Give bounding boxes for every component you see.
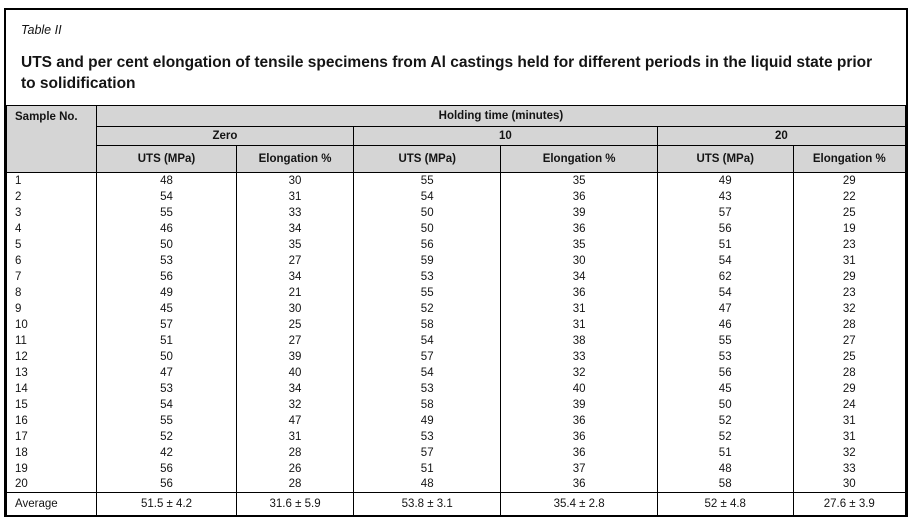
value-cell: 31 (793, 253, 905, 269)
sample-number: 16 (7, 413, 97, 429)
value-cell: 62 (657, 269, 793, 285)
sample-no-header: Sample No. (7, 106, 97, 173)
sample-number: 19 (7, 461, 97, 477)
average-cell-20-uts: 52 ± 4.8 (657, 493, 793, 515)
value-cell: 39 (501, 205, 657, 221)
value-cell: 50 (353, 221, 500, 237)
value-cell: 50 (96, 237, 236, 253)
value-cell: 54 (353, 365, 500, 381)
value-cell: 39 (237, 349, 354, 365)
average-row (7, 493, 906, 515)
value-cell: 29 (793, 173, 905, 189)
value-cell: 54 (657, 253, 793, 269)
table-row (7, 189, 906, 205)
value-cell: 35 (501, 237, 657, 253)
value-cell: 53 (353, 381, 500, 397)
elongation-header-10: Elongation % (501, 146, 657, 173)
value-cell: 36 (501, 429, 657, 445)
table-row (7, 205, 906, 221)
sample-number: 9 (7, 301, 97, 317)
sample-number: 20 (7, 477, 97, 493)
value-cell: 31 (793, 429, 905, 445)
value-cell: 33 (237, 205, 354, 221)
value-cell: 58 (353, 317, 500, 333)
value-cell: 56 (657, 221, 793, 237)
average-cell-zero-uts: 51.5 ± 4.2 (96, 493, 236, 515)
table-row (7, 349, 906, 365)
value-cell: 59 (353, 253, 500, 269)
table-row (7, 173, 906, 189)
value-cell: 28 (793, 365, 905, 381)
value-cell: 54 (353, 333, 500, 349)
value-cell: 56 (353, 237, 500, 253)
value-cell: 51 (657, 237, 793, 253)
sample-number: 15 (7, 397, 97, 413)
table-row (7, 445, 906, 461)
table-header (7, 106, 906, 173)
value-cell: 32 (793, 301, 905, 317)
value-cell: 52 (96, 429, 236, 445)
elongation-header-20: Elongation % (793, 146, 905, 173)
value-cell: 54 (657, 285, 793, 301)
value-cell: 34 (501, 269, 657, 285)
value-cell: 36 (501, 477, 657, 493)
table-row (7, 365, 906, 381)
value-cell: 54 (96, 189, 236, 205)
value-cell: 53 (96, 381, 236, 397)
value-cell: 36 (501, 285, 657, 301)
value-cell: 48 (657, 461, 793, 477)
value-cell: 34 (237, 221, 354, 237)
value-cell: 23 (793, 237, 905, 253)
value-cell: 27 (237, 253, 354, 269)
sample-number: 18 (7, 445, 97, 461)
average-cell-10-elongation: 35.4 ± 2.8 (501, 493, 657, 515)
value-cell: 27 (237, 333, 354, 349)
header-row-times (7, 127, 906, 146)
table-title: UTS and per cent elongation of tensile specimens from Al castings held for different periods in the liquid state prior to solidification (21, 54, 873, 92)
sample-number: 10 (7, 317, 97, 333)
sample-number: 3 (7, 205, 97, 221)
sample-number: 11 (7, 333, 97, 349)
table-row (7, 317, 906, 333)
value-cell: 42 (96, 445, 236, 461)
value-cell: 57 (353, 445, 500, 461)
value-cell: 24 (793, 397, 905, 413)
value-cell: 49 (657, 173, 793, 189)
value-cell: 39 (501, 397, 657, 413)
table-body (7, 173, 906, 493)
value-cell: 53 (353, 429, 500, 445)
value-cell: 48 (353, 477, 500, 493)
value-cell: 30 (793, 477, 905, 493)
table-row (7, 237, 906, 253)
value-cell: 36 (501, 445, 657, 461)
table-row (7, 413, 906, 429)
value-cell: 22 (793, 189, 905, 205)
data-table (6, 105, 906, 515)
value-cell: 58 (353, 397, 500, 413)
sample-number: 4 (7, 221, 97, 237)
uts-header-20: UTS (MPa) (657, 146, 793, 173)
sample-number: 2 (7, 189, 97, 205)
value-cell: 31 (793, 413, 905, 429)
value-cell: 58 (657, 477, 793, 493)
value-cell: 30 (237, 301, 354, 317)
value-cell: 55 (96, 413, 236, 429)
title-block (6, 10, 906, 105)
sample-number: 13 (7, 365, 97, 381)
uts-header-zero: UTS (MPa) (96, 146, 236, 173)
table-row (7, 269, 906, 285)
value-cell: 51 (353, 461, 500, 477)
sample-number: 5 (7, 237, 97, 253)
time-group-20: 20 (657, 127, 905, 146)
value-cell: 30 (237, 173, 354, 189)
value-cell: 57 (353, 349, 500, 365)
value-cell: 51 (657, 445, 793, 461)
value-cell: 55 (657, 333, 793, 349)
table-row (7, 333, 906, 349)
value-cell: 40 (501, 381, 657, 397)
value-cell: 28 (237, 445, 354, 461)
value-cell: 30 (501, 253, 657, 269)
value-cell: 29 (793, 269, 905, 285)
value-cell: 50 (353, 205, 500, 221)
value-cell: 36 (501, 189, 657, 205)
table-row (7, 285, 906, 301)
value-cell: 54 (96, 397, 236, 413)
value-cell: 56 (657, 365, 793, 381)
value-cell: 52 (657, 429, 793, 445)
sample-number: 17 (7, 429, 97, 445)
value-cell: 46 (96, 221, 236, 237)
sample-number: 1 (7, 173, 97, 189)
table-row (7, 221, 906, 237)
value-cell: 29 (793, 381, 905, 397)
value-cell: 32 (793, 445, 905, 461)
value-cell: 56 (96, 461, 236, 477)
value-cell: 47 (237, 413, 354, 429)
value-cell: 35 (501, 173, 657, 189)
header-row-measures (7, 146, 906, 173)
value-cell: 31 (237, 429, 354, 445)
table-row (7, 301, 906, 317)
value-cell: 25 (793, 205, 905, 221)
value-cell: 50 (657, 397, 793, 413)
sample-number: 8 (7, 285, 97, 301)
table-row (7, 397, 906, 413)
uts-header-10: UTS (MPa) (353, 146, 500, 173)
value-cell: 38 (501, 333, 657, 349)
value-cell: 21 (237, 285, 354, 301)
value-cell: 52 (353, 301, 500, 317)
value-cell: 51 (96, 333, 236, 349)
value-cell: 26 (237, 461, 354, 477)
sample-number: 12 (7, 349, 97, 365)
value-cell: 34 (237, 381, 354, 397)
value-cell: 47 (96, 365, 236, 381)
value-cell: 33 (501, 349, 657, 365)
value-cell: 55 (353, 285, 500, 301)
value-cell: 36 (501, 413, 657, 429)
value-cell: 31 (237, 189, 354, 205)
sample-number: 7 (7, 269, 97, 285)
value-cell: 37 (501, 461, 657, 477)
sample-number: 14 (7, 381, 97, 397)
value-cell: 32 (237, 397, 354, 413)
holding-time-header: Holding time (minutes) (96, 106, 905, 127)
value-cell: 55 (353, 173, 500, 189)
time-group-10: 10 (353, 127, 657, 146)
value-cell: 23 (793, 285, 905, 301)
value-cell: 45 (657, 381, 793, 397)
value-cell: 43 (657, 189, 793, 205)
value-cell: 35 (237, 237, 354, 253)
average-label: Average (7, 493, 97, 515)
header-row-group (7, 106, 906, 127)
value-cell: 36 (501, 221, 657, 237)
value-cell: 56 (96, 269, 236, 285)
value-cell: 27 (793, 333, 905, 349)
value-cell: 54 (353, 189, 500, 205)
table-figure (4, 8, 908, 517)
value-cell: 57 (96, 317, 236, 333)
value-cell: 34 (237, 269, 354, 285)
average-cell-zero-elongation: 31.6 ± 5.9 (237, 493, 354, 515)
value-cell: 31 (501, 301, 657, 317)
value-cell: 55 (96, 205, 236, 221)
table-row (7, 461, 906, 477)
value-cell: 32 (501, 365, 657, 381)
average-cell-10-uts: 53.8 ± 3.1 (353, 493, 500, 515)
value-cell: 25 (793, 349, 905, 365)
average-cell-20-elongation: 27.6 ± 3.9 (793, 493, 905, 515)
value-cell: 46 (657, 317, 793, 333)
elongation-header-zero: Elongation % (237, 146, 354, 173)
table-row (7, 429, 906, 445)
value-cell: 49 (96, 285, 236, 301)
value-cell: 53 (657, 349, 793, 365)
value-cell: 40 (237, 365, 354, 381)
time-group-zero: Zero (96, 127, 353, 146)
value-cell: 56 (96, 477, 236, 493)
value-cell: 31 (501, 317, 657, 333)
value-cell: 25 (237, 317, 354, 333)
table-footer (7, 493, 906, 515)
value-cell: 45 (96, 301, 236, 317)
value-cell: 50 (96, 349, 236, 365)
sample-number: 6 (7, 253, 97, 269)
value-cell: 33 (793, 461, 905, 477)
table-caption: Table II (21, 23, 62, 37)
table-row (7, 381, 906, 397)
value-cell: 57 (657, 205, 793, 221)
value-cell: 48 (96, 173, 236, 189)
value-cell: 53 (96, 253, 236, 269)
value-cell: 19 (793, 221, 905, 237)
value-cell: 52 (657, 413, 793, 429)
value-cell: 28 (793, 317, 905, 333)
value-cell: 47 (657, 301, 793, 317)
table-row (7, 477, 906, 493)
value-cell: 53 (353, 269, 500, 285)
value-cell: 49 (353, 413, 500, 429)
table-row (7, 253, 906, 269)
value-cell: 28 (237, 477, 354, 493)
